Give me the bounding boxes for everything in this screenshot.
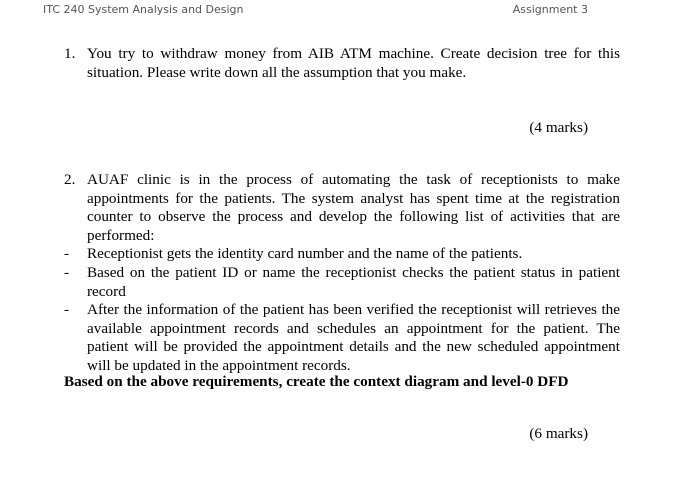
- question-1-number: 1.: [64, 45, 76, 62]
- bullet-dash: -: [64, 263, 70, 281]
- page-header: [43, 3, 588, 16]
- list-item: [64, 245, 620, 264]
- course-title: ITC 240 System Analysis and Design: [43, 3, 244, 16]
- assignment-label: Assignment 3: [512, 3, 588, 16]
- list-item: [64, 264, 620, 301]
- question-1-marks: (4 marks): [529, 119, 588, 136]
- question-2-task: Based on the above requirements, create the context diagram and level-0 DFD: [64, 373, 569, 390]
- question-1: [64, 45, 620, 82]
- bullet-dash: -: [64, 301, 70, 319]
- bullet-text-1: Receptionist gets the identity card number and the name of the patients.: [87, 245, 523, 263]
- question-1-text: You try to withdraw money from AIB ATM machine. Create decision tree for this situation. Please write down all the assumption that you make.: [87, 45, 620, 81]
- question-2-number: 2.: [64, 171, 76, 188]
- bullet-dash: -: [64, 245, 70, 263]
- bullet-text-3: After the information of the patient has been verified the receptionist will retrieves the available appointment records and schedules an appointment for the patient. The patient will be provided the appointment details and the new scheduled appointment will be updated in the appointment records.: [87, 301, 620, 374]
- question-2-marks: (6 marks): [529, 425, 588, 442]
- question-2: [64, 171, 620, 376]
- list-item: [64, 301, 620, 375]
- bullet-text-2: Based on the patient ID or name the receptionist checks the patient status in patient record: [87, 263, 620, 300]
- question-2-text: AUAF clinic is in the process of automating the task of receptionists to make appointments for the patients. The system analyst has spent time at the registration counter to observe the process and develop the following list of activities that are performed:: [87, 171, 620, 244]
